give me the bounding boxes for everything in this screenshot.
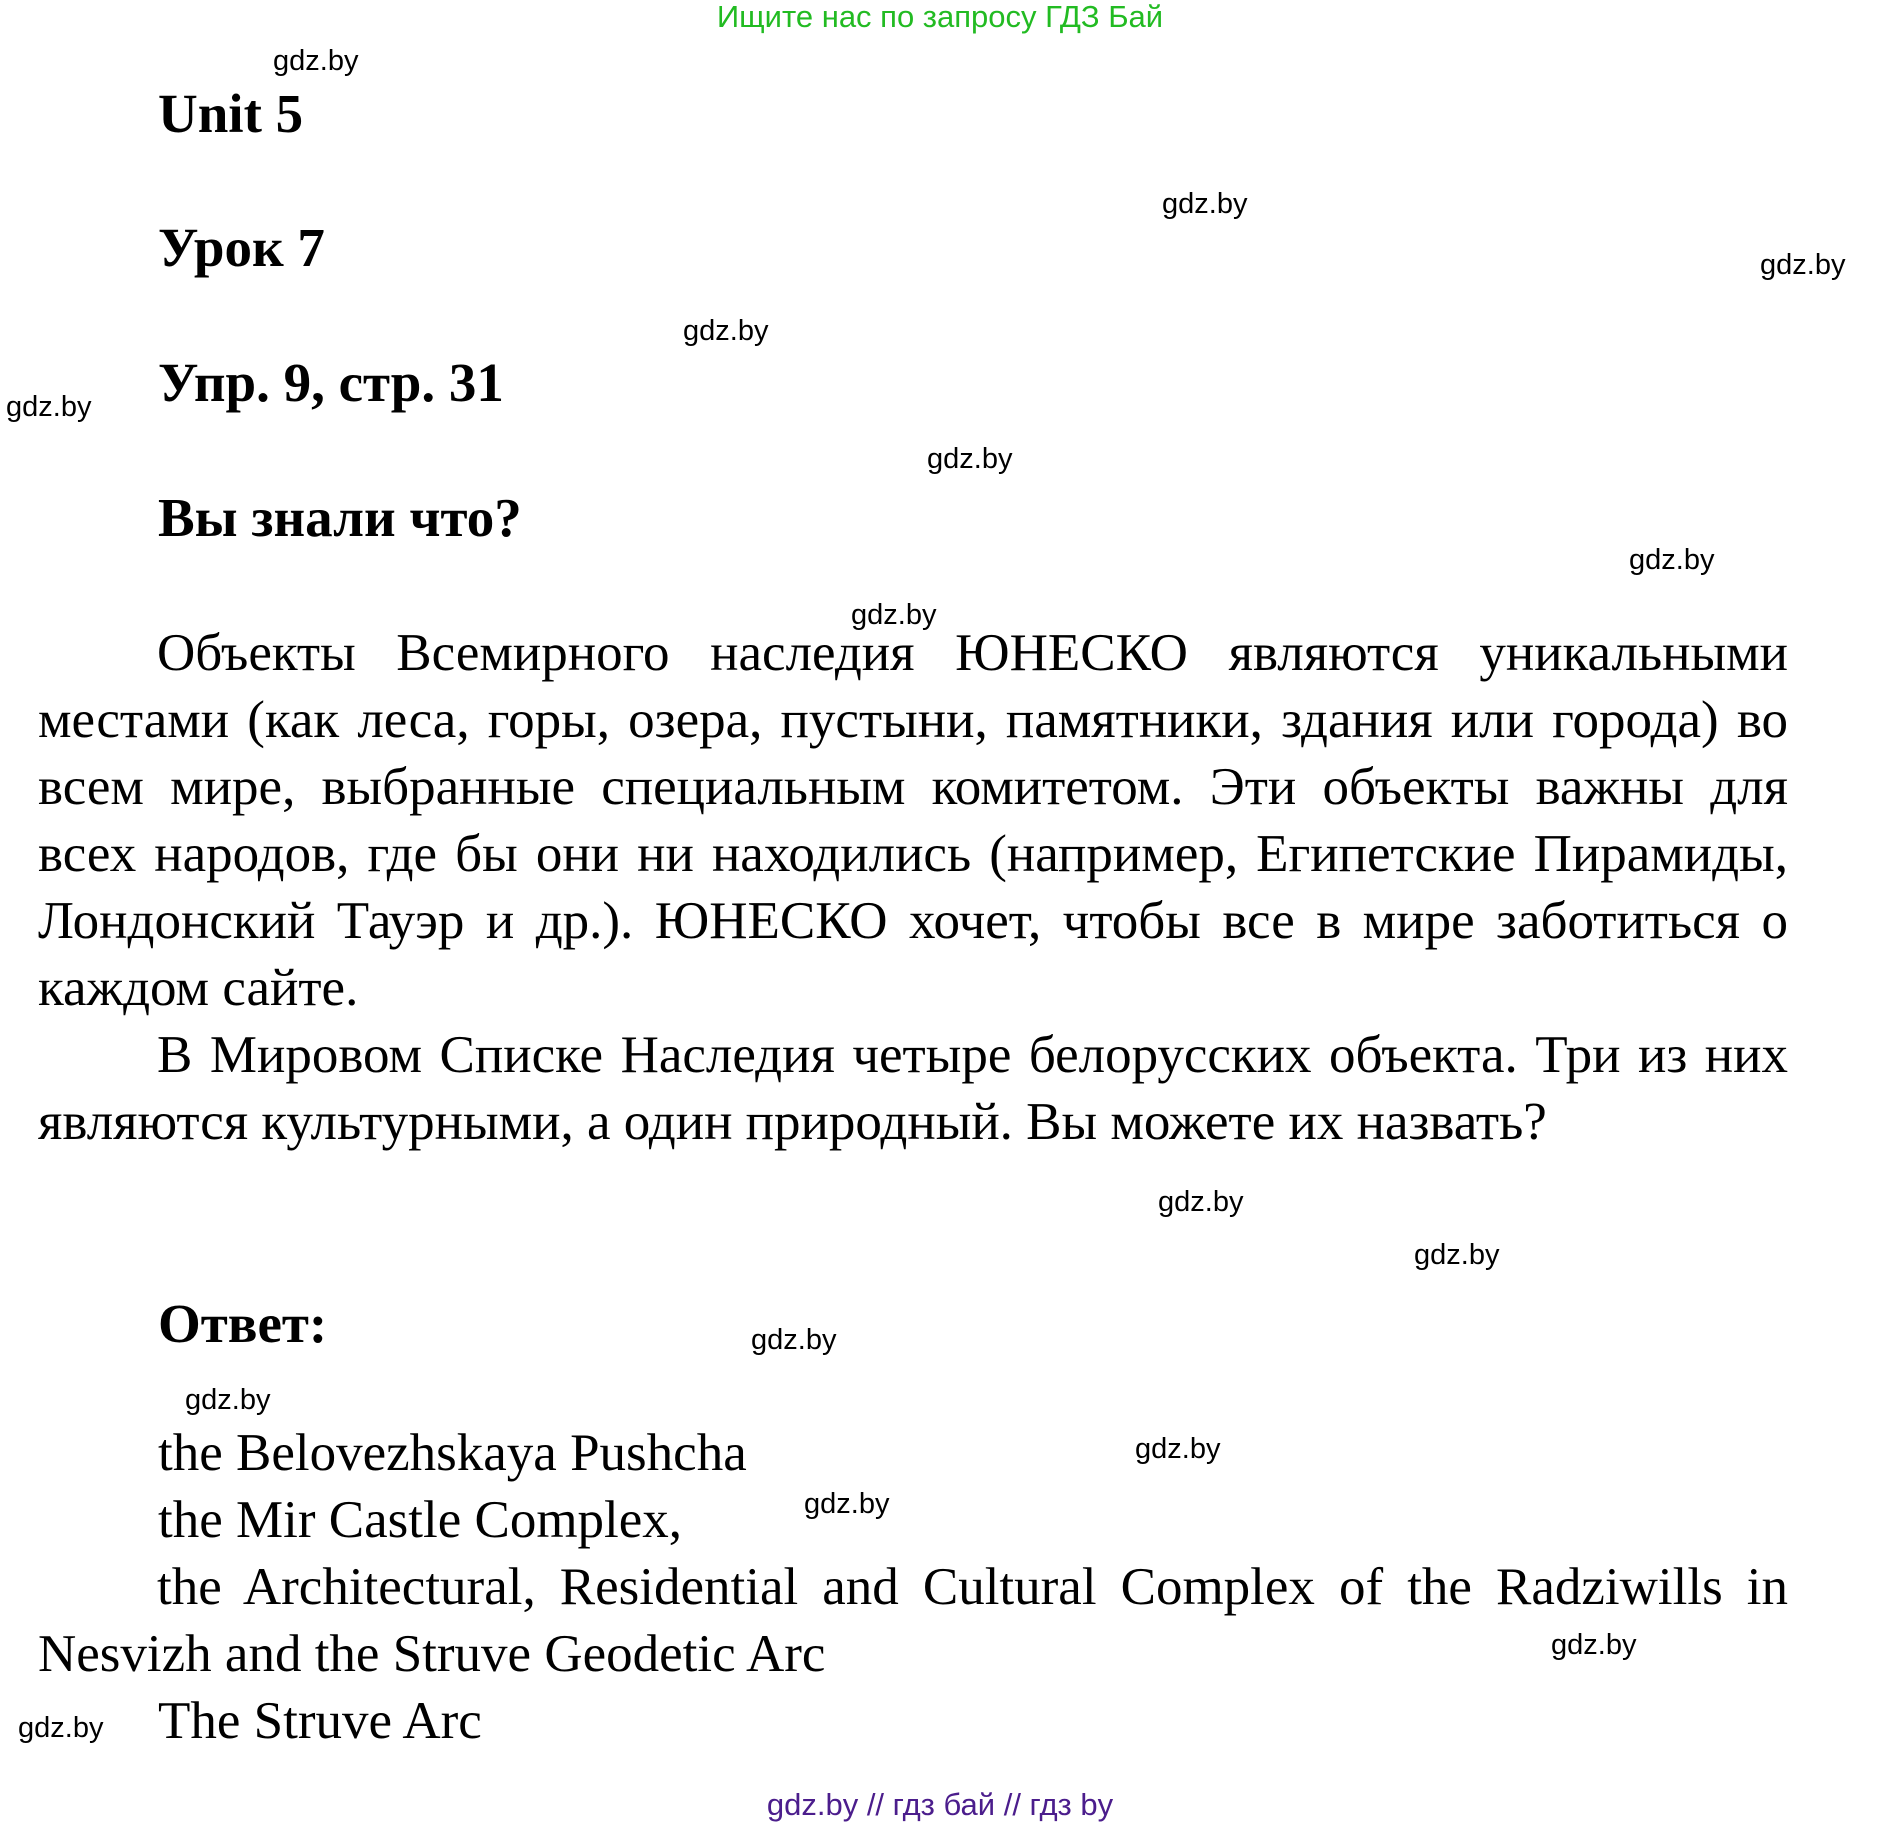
watermark: gdz.by: [1158, 1186, 1244, 1218]
watermark: gdz.by: [6, 391, 92, 423]
unit-title: Unit 5: [158, 83, 304, 144]
watermark: gdz.by: [1760, 249, 1846, 281]
answer-line-1: the Belovezhskaya Pushcha: [158, 1424, 747, 1482]
watermark: gdz.by: [927, 443, 1013, 475]
answer-line-3: the Architectural, Residential and Cultural Complex of the Radziwills in Nesvizh and the Struve Geodetic Arc: [38, 1558, 1788, 1683]
footer: gdz.by // гдз бай // гдз by: [766, 1787, 1114, 1822]
watermark: gdz.by: [683, 315, 769, 347]
top-banner: Ищите нас по запросу ГДЗ Бай: [716, 0, 1164, 34]
watermark: gdz.by: [1551, 1629, 1637, 1661]
lesson-title: Урок 7: [158, 217, 325, 278]
answer-line-2: the Mir Castle Complex,: [158, 1491, 683, 1549]
exercise-title: Упр. 9, стр. 31: [158, 352, 504, 413]
watermark: gdz.by: [804, 1488, 890, 1520]
paragraph-1: Объекты Всемирного наследия ЮНЕСКО являются уникальными местами (как леса, горы, озера, пустыни, памятники, здания или города) во всем мире, выбранные специальным комитетом. Эти объекты важны для всех народов, где бы они ни находились (например, Египетские Пирамиды, Лондонский Тауэр и др.). ЮНЕСКО хочет, чтобы все в мире заботиться о каждом сайте.: [38, 624, 1788, 1017]
watermark: gdz.by: [273, 45, 359, 77]
watermark: gdz.by: [18, 1712, 104, 1744]
watermark: gdz.by: [185, 1384, 271, 1416]
watermark: gdz.by: [851, 599, 937, 631]
answer-line-4: The Struve Arc: [158, 1692, 482, 1750]
answer-label: Ответ:: [158, 1293, 328, 1354]
question-title: Вы знали что?: [158, 487, 522, 548]
watermark: gdz.by: [1162, 188, 1248, 220]
watermark: gdz.by: [1135, 1433, 1221, 1465]
watermark: gdz.by: [751, 1324, 837, 1356]
paragraph-2: В Мировом Списке Наследия четыре белорусских объекта. Три из них являются культурными, а один природный. Вы можете их назвать?: [38, 1026, 1788, 1151]
watermark: gdz.by: [1629, 544, 1715, 576]
watermark: gdz.by: [1414, 1239, 1500, 1271]
